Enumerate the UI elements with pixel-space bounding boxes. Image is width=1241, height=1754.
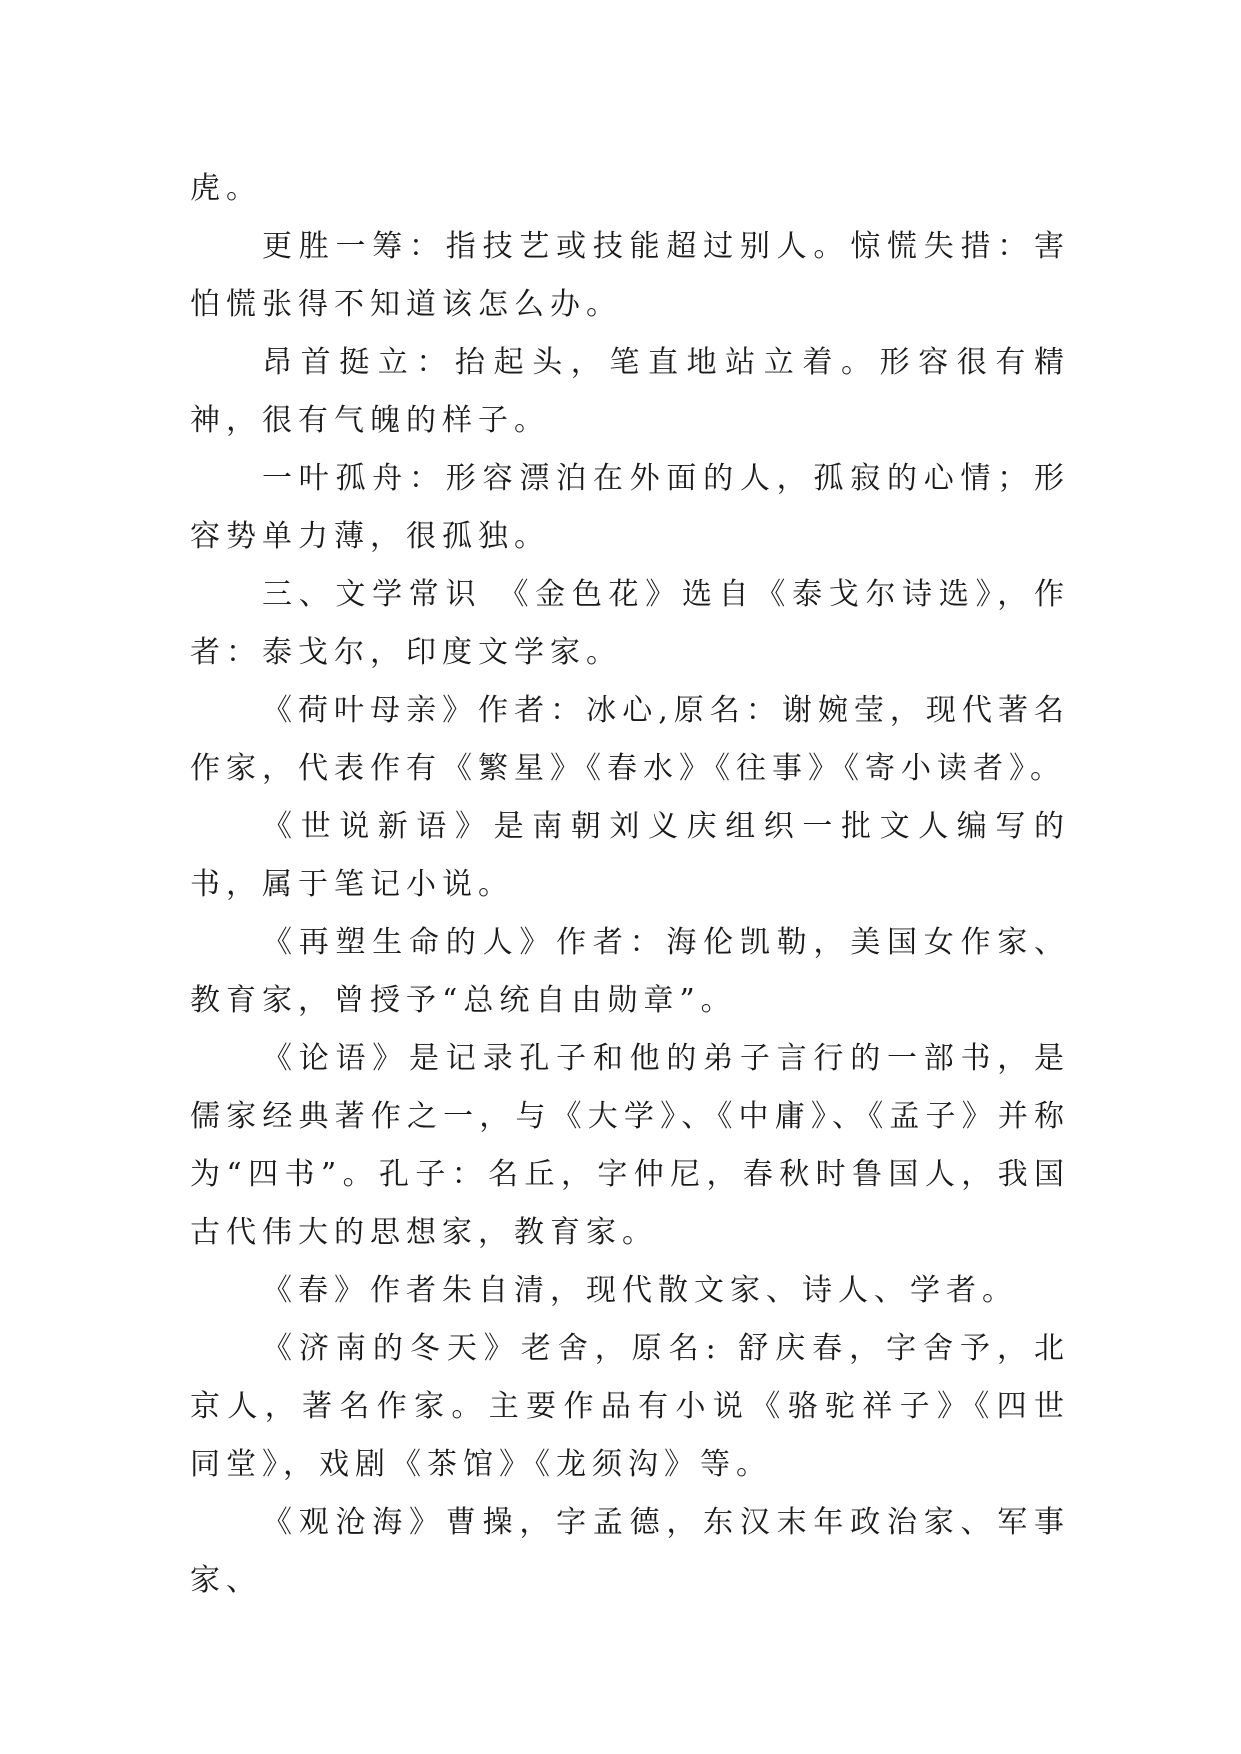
paragraph-1: 虎。: [190, 171, 262, 206]
paragraph-4: 一叶孤舟：形容漂泊在外面的人，孤寂的心情；形容势单力薄，很孤独。: [190, 461, 1070, 554]
paragraph-3: 昂首挺立：抬起头，笔直地站立着。形容很有精神，很有气魄的样子。: [190, 345, 1070, 438]
paragraph-2: 更胜一筹：指技艺或技能超过别人。惊慌失措：害怕慌张得不知道该怎么办。: [190, 229, 1070, 322]
paragraph-11: 《济南的冬天》老舍，原名: 舒庆春，字舍予，北京人，著名作家。主要作品有小说《骆驼祥子》《四世同堂》，戏剧《茶馆》《龙须沟》等。: [190, 1331, 1070, 1482]
paragraph-6: 《荷叶母亲》作者：冰心,原名：谢婉莹，现代著名作家，代表作有《繁星》《春水》《往事》《寄小读者》。: [190, 693, 1070, 786]
paragraph-5: 三、文学常识 《金色花》选自《泰戈尔诗选》，作者：泰戈尔，印度文学家。: [190, 577, 1070, 670]
paragraph-8: 《再塑生命的人》作者：海伦凯勒，美国女作家、教育家，曾授予“总统自由勋章”。: [190, 925, 1070, 1018]
paragraph-12: 《观沧海》曹操，字孟德，东汉末年政治家、军事家、: [190, 1505, 1070, 1598]
paragraph-10: 《春》作者朱自清，现代散文家、诗人、学者。: [262, 1273, 1018, 1308]
document-body: [190, 160, 1070, 1610]
paragraph-7: 《世说新语》是南朝刘义庆组织一批文人编写的书，属于笔记小说。: [190, 809, 1070, 902]
paragraph-9: 《论语》是记录孔子和他的弟子言行的一部书，是儒家经典著作之一，与《大学》、《中庸》、《孟子》并称为“四书”。孔子：名丘，字仲尼，春秋时鲁国人，我国古代伟大的思想家，教育家。: [190, 1041, 1070, 1250]
